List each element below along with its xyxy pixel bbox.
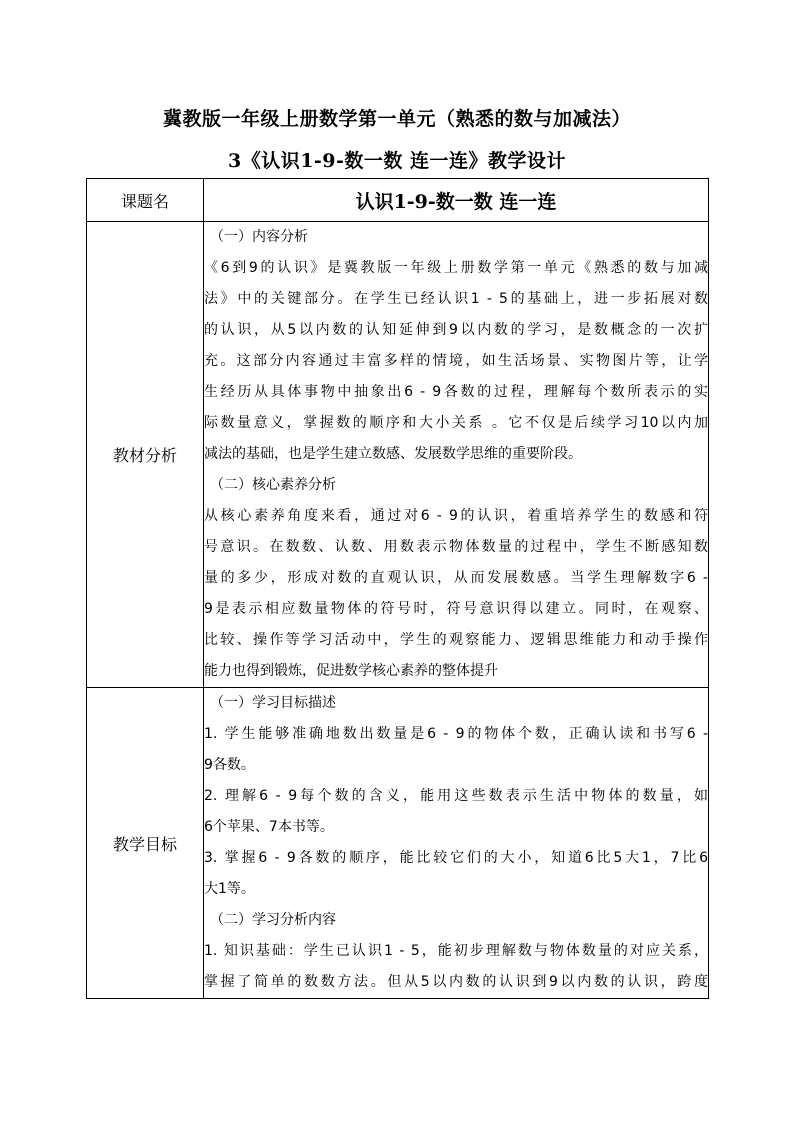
text-line: 2. 理解6 - 9每个数的含义，能用这些数表示生活中物体的数量，如 — [204, 788, 708, 804]
text-line: 比较、操作等学习活动中，学生的观察能力、逻辑思维能力和动手操作 — [204, 632, 708, 648]
text-line: 1. 知识基础：学生已认识1 - 5，能初步理解数与物体数量的对应关系， — [204, 943, 708, 959]
lesson-plan-table — [86, 178, 709, 999]
section-heading: （二）核心素养分析 — [210, 477, 336, 493]
document-title: 冀教版一年级上册数学第一单元（熟悉的数与加减法） — [162, 108, 631, 130]
material-analysis-content — [204, 222, 709, 688]
topic-value: 认识1-9-数一数 连一连 — [204, 179, 709, 222]
topic-label: 课题名 — [87, 179, 204, 222]
section-heading: （一）内容分析 — [210, 229, 308, 245]
text-line: 的认识，从5以内数的认知延伸到9以内数的学习，是数概念的一次扩 — [204, 322, 708, 338]
text-line: 9各数。 — [204, 757, 255, 773]
text-line: 充。这部分内容通过丰富多样的情境，如生活场景、实物图片等，让学 — [204, 353, 708, 369]
text-line: 6个苹果、7本书等。 — [204, 819, 334, 835]
teaching-goals-content — [204, 688, 709, 999]
text-line: 1. 学生能够准确地数出数量是6 - 9的物体个数，正确认读和书写6 - — [204, 726, 708, 742]
document-subtitle: 3《认识1-9-数一数 连一连》教学设计 — [227, 150, 567, 172]
section-heading: （一）学习目标描述 — [210, 695, 336, 711]
text-line: 9是表示相应数量物体的符号时，符号意识得以建立。同时，在观察、 — [204, 601, 708, 617]
text-line: 大1等。 — [204, 881, 255, 897]
text-line: 能力也得到锻炼，促进数学核心素养的整体提升 — [204, 663, 498, 679]
text-line: 3. 掌握6 - 9各数的顺序，能比较它们的大小，知道6比5大1，7比6 — [204, 850, 708, 866]
text-line: 际数量意义，掌握数的顺序和大小关系 。它不仅是后续学习10以内加 — [204, 415, 708, 431]
text-line: 法》中的关键部分。在学生已经认识1 - 5的基础上，进一步拓展对数 — [204, 291, 708, 307]
text-line: 减法的基础，也是学生建立数感、发展数学思维的重要阶段。 — [204, 446, 582, 462]
teaching-goals-label: 教学目标 — [87, 688, 204, 999]
text-line: 号意识。在数数、认数、用数表示物体数量的过程中，学生不断感知数 — [204, 539, 708, 555]
table-row-topic — [87, 179, 709, 222]
text-line: 生经历从具体事物中抽象出6 - 9各数的过程，理解每个数所表示的实 — [204, 384, 708, 400]
text-line: 量的多少，形成对数的直观认识，从而发展数感。当学生理解数字6 - — [204, 570, 708, 586]
table-row-material-analysis — [87, 222, 709, 688]
section-heading: （二）学习分析内容 — [210, 912, 336, 928]
material-analysis-label: 教材分析 — [87, 222, 204, 688]
text-line: 掌握了简单的数数方法。但从5以内数的认识到9以内数的认识，跨度 — [204, 974, 708, 990]
table-row-teaching-goals — [87, 688, 709, 999]
text-line: 从核心素养角度来看，通过对6 - 9的认识，着重培养学生的数感和符 — [204, 508, 708, 524]
text-line: 《6到9的认识》是冀教版一年级上册数学第一单元《熟悉的数与加减 — [204, 260, 708, 276]
